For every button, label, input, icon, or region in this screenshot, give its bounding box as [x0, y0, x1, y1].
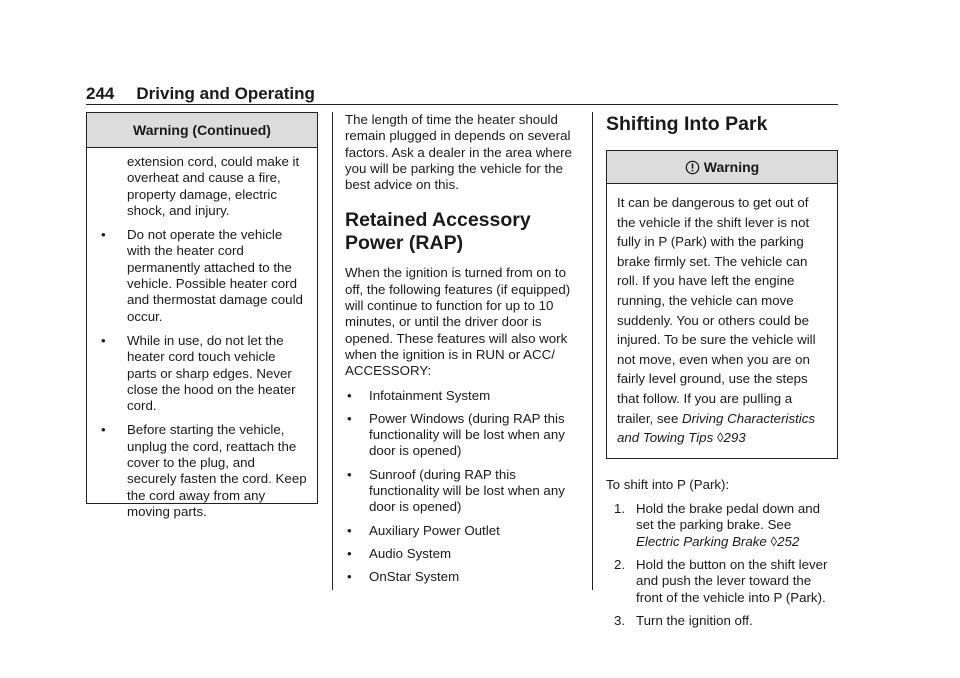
list-item: • Audio System [347, 545, 452, 561]
page-ref[interactable]: 293 [723, 430, 746, 446]
list-item: • While in use, do not let the heater cord touch vehicle parts or sharp edges. Never close the hood on the heater cord. [101, 332, 296, 414]
warning-continued-box [86, 112, 318, 519]
heater-paragraph: The length of time the heater should remain plugged in depends on several factors. Ask a dealer in the area where you will be parking the vehicle for the best advice on this. [345, 112, 572, 193]
warning-continued-lead: extension cord, could make it overheat and cause a fire, property damage, electric shock, and injury. [127, 154, 300, 218]
warning-box [606, 150, 838, 459]
bullet-icon: • [347, 545, 352, 561]
section-title: Driving and Operating [136, 84, 315, 103]
page-ref[interactable]: 252 [777, 533, 800, 549]
header-rule [86, 104, 838, 105]
bullet-icon: • [347, 387, 352, 403]
list-item: • Power Windows (during RAP this functionality will be lost when any door is opened) [347, 410, 565, 459]
page-ref-icon: ◊ [716, 430, 724, 446]
list-item: • Sunroof (during RAP this functionality will be lost when any door is opened) [347, 466, 565, 515]
parking-brake-link[interactable]: Electric Parking Brake [636, 533, 767, 549]
page-number: 244 [86, 84, 115, 103]
warning-icon [685, 160, 700, 175]
list-item: • Auxiliary Power Outlet [347, 522, 500, 538]
rap-heading: Retained Accessory Power (RAP) [345, 209, 531, 255]
column-3 [606, 112, 838, 636]
page-header [86, 84, 838, 104]
list-item: • Infotainment System [347, 387, 491, 403]
list-item: 3. Turn the ignition off. [614, 612, 753, 628]
rap-paragraph: When the ignition is turned from on to off, the following features (if equipped) will continue to function for up to 10 minutes, or until the driver door is opened. These features will also work when the ignition is in RUN or ACC/ ACCESSORY: [345, 265, 571, 379]
list-item: • Before starting the vehicle, unplug the cord, reattach the cover to the plug, and securely fasten the cord. Keep the cord away from any moving parts. [101, 422, 307, 519]
bullet-icon: • [347, 569, 352, 585]
bullet-icon: • [347, 522, 352, 538]
bullet-icon: • [347, 466, 352, 482]
list-item: • Do not operate the vehicle with the heater cord permanently attached to the vehicle. Possible heater cord and thermostat damage could occur. [101, 227, 303, 324]
page-ref-icon: ◊ [770, 533, 778, 549]
column-divider-2 [592, 112, 593, 590]
bullet-icon: • [101, 227, 106, 243]
towing-tips-link[interactable]: Driving Characteristics and Towing Tips [617, 410, 816, 446]
warning-title: Warning [607, 151, 837, 184]
bullet-icon: • [347, 410, 352, 426]
list-item: • OnStar System [347, 569, 460, 585]
column-2 [345, 112, 581, 593]
bullet-icon: • [101, 422, 106, 438]
list-item: 2. Hold the button on the shift lever and push the lever toward the front of the vehicle into P (Park). [614, 556, 828, 605]
list-item: 1. Hold the brake pedal down and set the parking brake. See Electric Parking Brake ◊252 [614, 501, 821, 549]
shift-intro: To shift into P (Park): [606, 476, 730, 492]
warning-continued-title: Warning (Continued) [87, 113, 317, 148]
warning-text: It can be dangerous to get out of the vehicle if the shift lever is not fully in P (Park) with the parking brake firmly set. The vehicle can roll. If you have left the engine running, the vehicle can move suddenly. You or others could be injured. To be sure the vehicle will not move, even when you are on fairly level ground, use the steps that follow. If you are pulling a trailer, see Driving Characteristics and Towing Tips ◊293 [617, 195, 816, 446]
column-divider-1 [332, 112, 333, 590]
bullet-icon: • [101, 332, 106, 348]
shifting-heading: Shifting Into Park [606, 113, 768, 135]
